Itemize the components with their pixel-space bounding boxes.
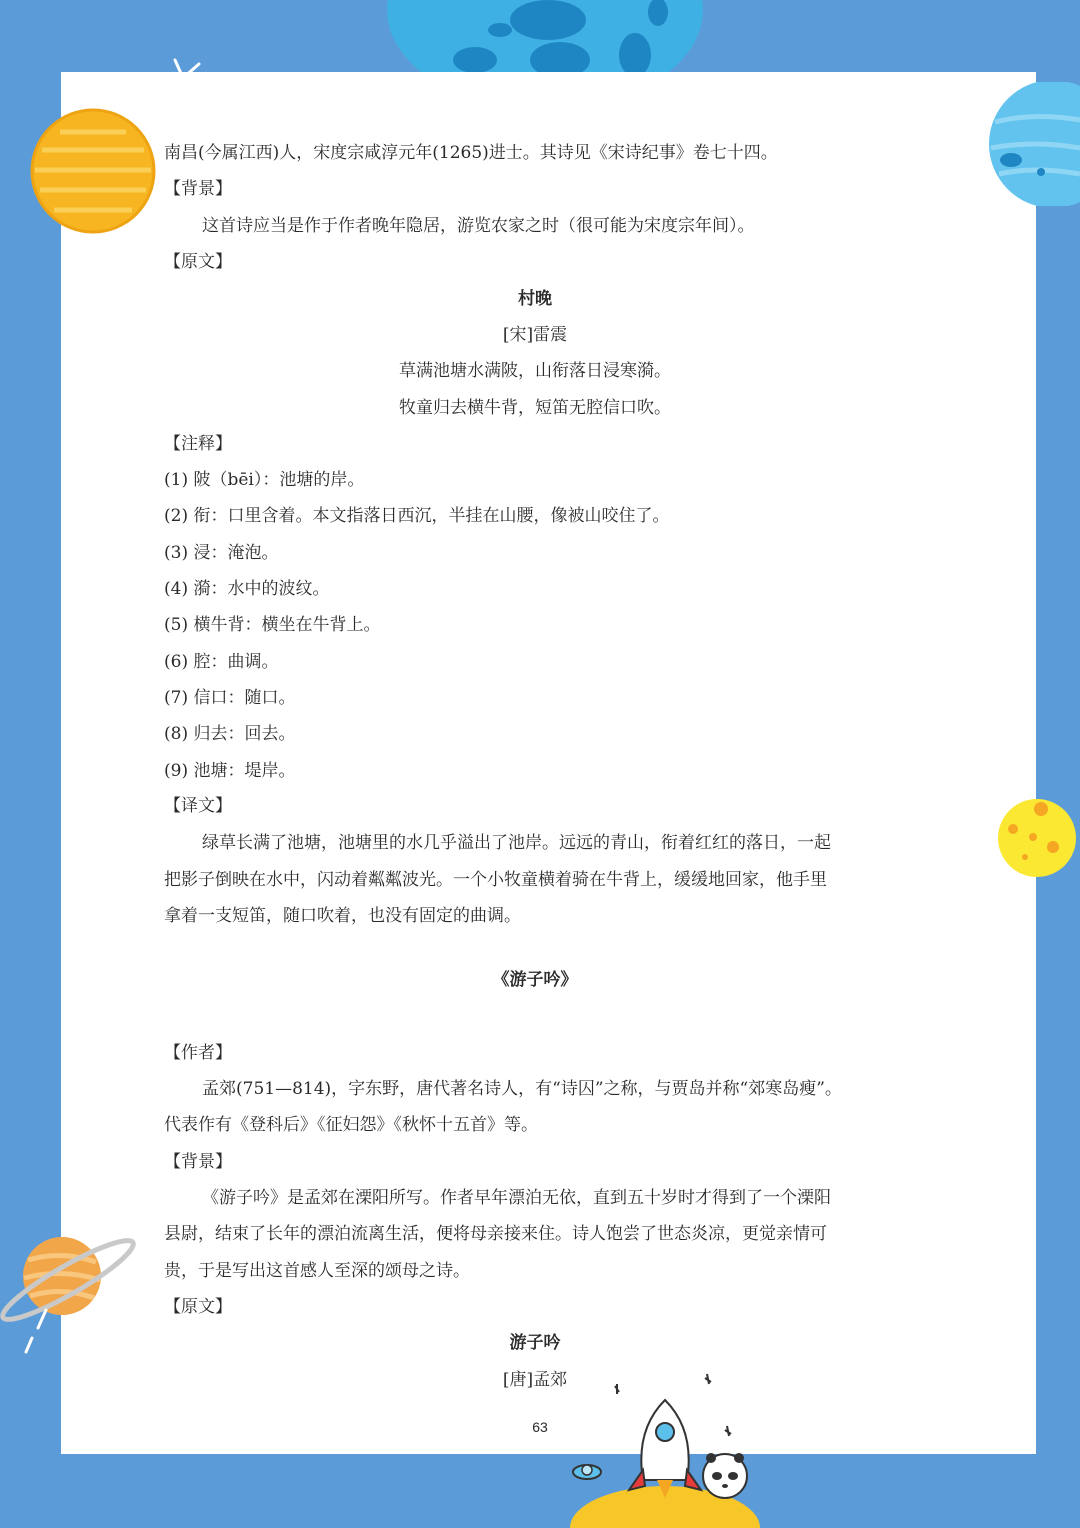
author-paragraph: 孟郊(751—814)，字东野，唐代著名诗人，有“诗囚”之称，与贾岛并称“郊寒岛瘦”。 [202,1079,842,1099]
author-paragraph: 代表作有《登科后》《征妇怨》《秋怀十五首》等。 [164,1115,538,1135]
striped-yellow-planet-icon [30,108,156,234]
background-paragraph: 贵，于是写出这首感人至深的颂母之诗。 [164,1261,470,1281]
panda-astronaut-icon [695,1450,755,1506]
section-heading-original: 【原文】 [164,252,232,272]
star-icon [165,58,205,98]
yellow-spotted-moon-icon [995,797,1080,879]
translation-paragraph: 把影子倒映在水中，闪动着粼粼波光。一个小牧童横着骑在牛背上，缓缓地回家，他手里 [164,870,827,890]
note-item: (6) 腔：曲调。 [164,652,279,672]
section-heading-translation: 【译文】 [164,796,232,816]
note-item: (7) 信口：随口。 [164,688,296,708]
translation-paragraph: 绿草长满了池塘，池塘里的水几乎溢出了池岸。远远的青山，衔着红红的落日，一起 [202,833,831,853]
translation-paragraph: 拿着一支短笛，随口吹着，也没有固定的曲调。 [164,906,521,926]
section-heading-notes: 【注释】 [164,434,232,454]
note-item: (2) 衔：口里含着。本文指落日西沉，半挂在山腰，像被山咬住了。 [164,506,670,526]
poem-title: 村晚 [518,289,552,309]
note-item: (9) 池塘：堤岸。 [164,761,296,781]
star-icon [570,1460,604,1484]
note-item: (8) 归去：回去。 [164,724,296,744]
section-heading-author: 【作者】 [164,1043,232,1063]
poem-title: 游子吟 [509,1333,561,1353]
poem-author: [宋]雷震 [502,325,568,345]
ringed-planet-icon [0,1228,145,1358]
background-paragraph: 县尉，结束了长年的漂泊流离生活，便将母亲接来住。诗人饱尝了世态炎凉，更觉亲情可 [164,1224,827,1244]
poem-author: [唐]孟郊 [502,1370,568,1390]
note-item: (3) 浸：淹泡。 [164,543,279,563]
section-heading-original: 【原文】 [164,1297,232,1317]
section-title-youziyin: 《游子吟》 [492,970,578,990]
poem-line: 牧童归去横牛背，短笛无腔信口吹。 [399,398,671,418]
poem-line: 草满池塘水满陂，山衔落日浸寒漪。 [399,361,671,381]
note-item: (4) 漪：水中的波纹。 [164,579,330,599]
section-heading-background: 【背景】 [164,1152,232,1172]
blue-planet-icon [985,82,1080,206]
background-paragraph: 这首诗应当是作于作者晚年隐居，游览农家之时（很可能为宋度宗年间）。 [202,216,755,236]
page-number: 63 [532,1419,548,1435]
section-heading-background: 【背景】 [164,179,232,199]
note-item: (5) 横牛背：横坐在牛背上。 [164,615,381,635]
background-paragraph: 《游子吟》是孟郊在溧阳所写。作者早年漂泊无依，直到五十岁时才得到了一个溧阳 [202,1188,831,1208]
author-bio-line: 南昌(今属江西)人，宋度宗咸淳元年(1265)进士。其诗见《宋诗纪事》卷七十四。 [164,143,778,163]
note-item: (1) 陂（bēi）：池塘的岸。 [164,470,365,490]
